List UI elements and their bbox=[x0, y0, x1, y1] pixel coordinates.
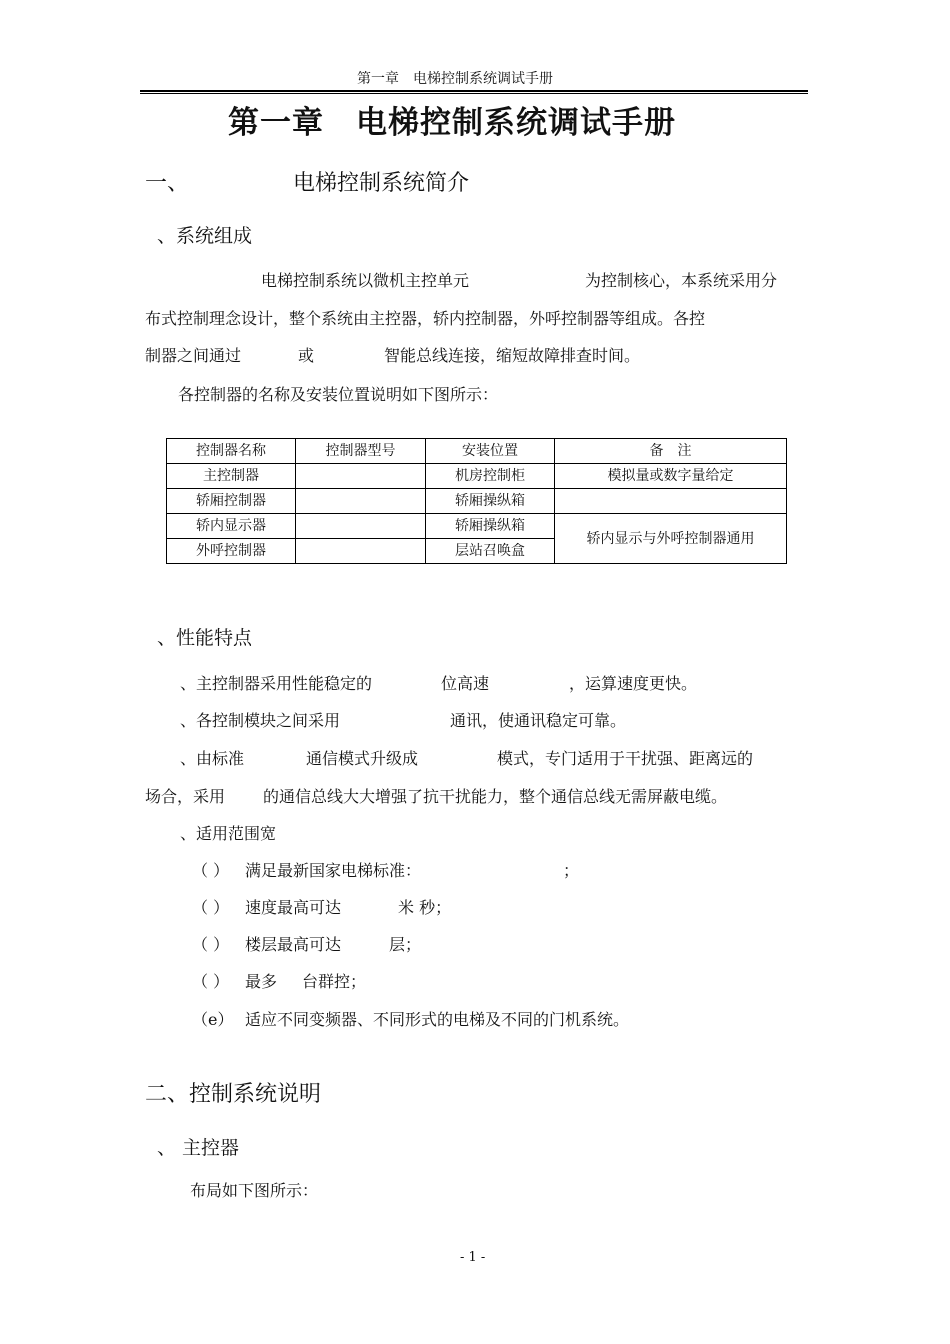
item-mark: （ ） bbox=[192, 972, 230, 991]
table-cell-name: 外呼控制器 bbox=[167, 539, 296, 564]
table-cell-note: 模拟量或数字量给定 bbox=[555, 464, 787, 489]
table-cell-location: 机房控制柜 bbox=[426, 464, 555, 489]
feature1-b: 位高速 bbox=[441, 674, 490, 693]
chapter-title: 第一章 电梯控制系统调试手册 bbox=[228, 105, 676, 141]
table-header-cell: 安装位置 bbox=[426, 439, 555, 464]
feature4: 、适用范围宽 bbox=[180, 824, 277, 843]
para1-line2: 布式控制理念设计，整个系统由主控器，轿内控制器，外呼控制器等组成。各控 bbox=[145, 309, 706, 328]
table-cell-model bbox=[296, 514, 426, 539]
header-rule-thin bbox=[140, 93, 808, 94]
table-cell-location: 层站召唤盒 bbox=[426, 539, 555, 564]
para1-line3-c: 智能总线连接，缩短故障排查时间。 bbox=[384, 346, 641, 365]
subsection-performance: 、性能特点 bbox=[157, 627, 253, 649]
item-mark: （ ） bbox=[192, 935, 230, 954]
table-cell-name: 轿内显示器 bbox=[167, 514, 296, 539]
table-cell-model bbox=[296, 489, 426, 514]
item-mark: （e） bbox=[192, 1010, 234, 1029]
feature2-b: 通讯，使通讯稳定可靠。 bbox=[450, 711, 627, 730]
table-cell-note-merged: 轿内显示与外呼控制器通用 bbox=[555, 514, 787, 564]
table-header-row bbox=[167, 439, 787, 464]
section1-title: 电梯控制系统简介 bbox=[293, 171, 470, 196]
table-header-cell: 备 注 bbox=[555, 439, 787, 464]
feature3-a: 、由标准 bbox=[180, 749, 245, 768]
table-cell-location: 轿厢操纵箱 bbox=[426, 489, 555, 514]
table-row bbox=[167, 489, 787, 514]
item-text-a: 满足最新国家电梯标准： bbox=[245, 861, 422, 880]
item-text-a: 楼层最高可达 bbox=[245, 935, 342, 954]
para1-line3-b: 或 bbox=[298, 346, 315, 365]
page-number: - 1 - bbox=[460, 1250, 486, 1265]
subsection-main-controller: 、 主控器 bbox=[157, 1137, 240, 1159]
para2: 各控制器的名称及安装位置说明如下图所示： bbox=[178, 385, 499, 404]
feature2-a: 、各控制模块之间采用 bbox=[180, 711, 341, 730]
header-rule bbox=[140, 90, 808, 92]
para1-part-b: 为控制核心，本系统采用分 bbox=[585, 271, 778, 290]
para1-part-a: 电梯控制系统以微机主控单元 bbox=[261, 271, 470, 290]
table-cell-model bbox=[296, 539, 426, 564]
table-cell-note bbox=[555, 489, 787, 514]
item-text-a: 速度最高可达 bbox=[245, 898, 342, 917]
table-cell-name: 主控制器 bbox=[167, 464, 296, 489]
item-text-b: 台群控； bbox=[302, 972, 367, 991]
item-text-a: 适应不同变频器、不同形式的电梯及不同的门机系统。 bbox=[245, 1010, 630, 1029]
item-mark: （ ） bbox=[192, 861, 230, 880]
feature3-line2-a: 场合，采用 bbox=[145, 787, 226, 806]
table-header-cell: 控制器名称 bbox=[167, 439, 296, 464]
subsection-system-composition: 、系统组成 bbox=[157, 225, 253, 247]
item-text-b: 米 秒； bbox=[398, 898, 452, 917]
item-text-b: ； bbox=[563, 861, 580, 880]
item-text-a: 最多 bbox=[245, 972, 278, 991]
item-mark: （ ） bbox=[192, 898, 230, 917]
feature3-b: 通信模式升级成 bbox=[306, 749, 419, 768]
table-row bbox=[167, 464, 787, 489]
feature1-a: 、主控制器采用性能稳定的 bbox=[180, 674, 373, 693]
feature3-line2-b: 的通信总线大大增强了抗干扰能力，整个通信总线无需屏蔽电缆。 bbox=[263, 787, 728, 806]
running-header: 第一章 电梯控制系统调试手册 bbox=[357, 71, 553, 87]
table-cell-location: 轿厢操纵箱 bbox=[426, 514, 555, 539]
para3: 布局如下图所示： bbox=[190, 1181, 319, 1200]
feature3-c: 模式，专门适用于干扰强、距离远的 bbox=[497, 749, 754, 768]
controller-table bbox=[166, 438, 787, 564]
feature1-c: ，运算速度更快。 bbox=[569, 674, 698, 693]
table-cell-model bbox=[296, 464, 426, 489]
section2-title: 二、控制系统说明 bbox=[145, 1082, 322, 1107]
table-cell-name: 轿厢控制器 bbox=[167, 489, 296, 514]
para1-line3-a: 制器之间通过 bbox=[145, 346, 242, 365]
section1-number: 一、 bbox=[145, 171, 190, 196]
table-row bbox=[167, 514, 787, 539]
table-header-cell: 控制器型号 bbox=[296, 439, 426, 464]
item-text-b: 层； bbox=[389, 935, 422, 954]
